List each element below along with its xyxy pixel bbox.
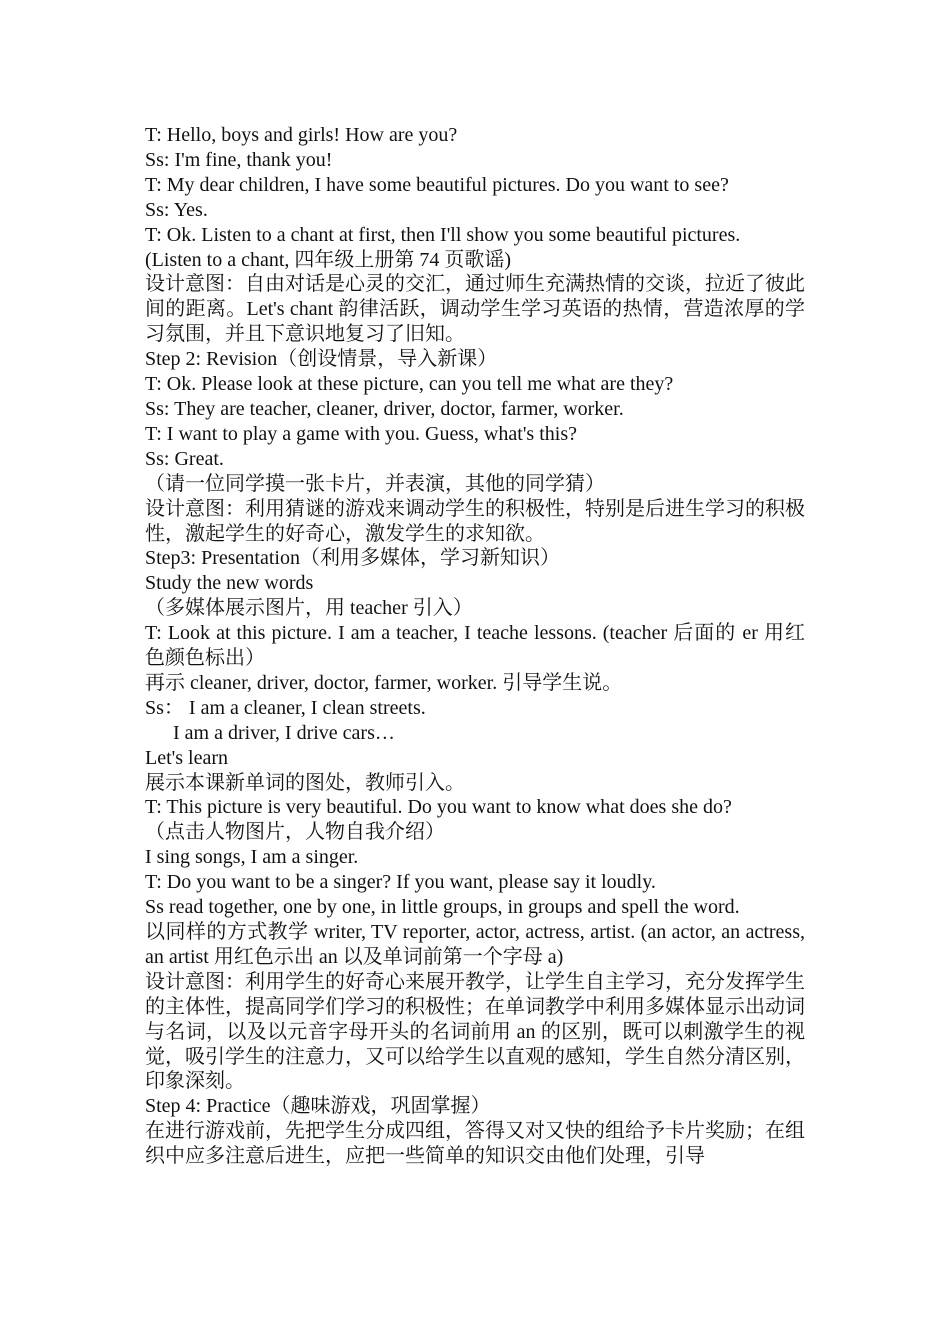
- dialogue-line: T: I want to play a game with you. Guess, what's this?: [145, 422, 577, 445]
- dialogue-line-indented: I am a driver, I drive cars…: [173, 721, 395, 744]
- design-intent-paragraph: 设计意图：利用学生的好奇心来展开教学，让学生自主学习，充分发挥学生的主体性，提高同学们学习的积极性；在单词教学中利用多媒体显示出动词与名词，以及以元音字母开头的名词前用 an 的区别，既可以刺激学生的视觉，吸引学生的注意力，又可以给学生以直观的感知，学生自然分清区别，印象深刻。: [145, 970, 805, 1093]
- step-heading: Step 4: Practice（趣味游戏，巩固掌握）: [145, 1095, 491, 1118]
- dialogue-line: Ss: I'm fine, thank you!: [145, 148, 333, 171]
- note-line: (Listen to a chant, 四年级上册第 74 页歌谣): [145, 248, 512, 271]
- section-line: Study the new words: [145, 572, 314, 595]
- dialogue-line: Ss: Great.: [145, 447, 224, 470]
- dialogue-paragraph: T: Look at this picture. I am a teacher, I teache lessons. (teacher 后面的 er 用红色颜色标出）: [145, 622, 805, 670]
- dialogue-line: T: Ok. Please look at these picture, can you tell me what are they?: [145, 373, 674, 396]
- design-intent-paragraph: 设计意图：自由对话是心灵的交汇，通过师生充满热情的交谈，拉近了彼此间的距离。Let's chant 韵律活跃，调动学生学习英语的热情，营造浓厚的学习氛围，并且下意识地复习了旧知。: [145, 273, 805, 346]
- section-line: Let's learn: [145, 746, 229, 769]
- text-paragraph: 在进行游戏前，先把学生分成四组，答得又对又快的组给予卡片奖励；在组织中应多注意后进生，应把一些简单的知识交由他们处理，引导: [145, 1120, 805, 1168]
- text-paragraph: 以同样的方式教学 writer, TV reporter, actor, actress, artist. (an actor, an actress, an artist 用红色示出 an 以及单词前第一个字母 a): [145, 921, 805, 968]
- dialogue-line: Ss: They are teacher, cleaner, driver, doctor, farmer, worker.: [145, 397, 624, 420]
- dialogue-line: Ss: Yes.: [145, 198, 208, 221]
- text-line: 再示 cleaner, driver, doctor, farmer, worker. 引导学生说。: [145, 671, 623, 694]
- dialogue-line: I sing songs, I am a singer.: [145, 846, 359, 869]
- text-line: 展示本课新单词的图处，教师引入。: [145, 771, 465, 794]
- document-page: [145, 123, 805, 1169]
- dialogue-line: T: Hello, boys and girls! How are you?: [145, 124, 458, 146]
- dialogue-line: Ss： I am a cleaner, I clean streets.: [145, 696, 426, 719]
- dialogue-paragraph: T: Ok. Listen to a chant at first, then I'll show you some beautiful pictures.: [145, 223, 741, 246]
- step-heading: Step 2: Revision（创设情景，导入新课）: [145, 348, 498, 371]
- step-heading: Step3: Presentation（利用多媒体，学习新知识）: [145, 547, 560, 570]
- text-paragraph: Ss read together, one by one, in little groups, in groups and spell the word.: [145, 896, 740, 919]
- dialogue-line: T: Do you want to be a singer? If you want, please say it loudly.: [145, 871, 656, 894]
- note-line: （多媒体展示图片，用 teacher 引入）: [145, 597, 473, 620]
- dialogue-line: T: My dear children, I have some beautiful pictures. Do you want to see?: [145, 173, 729, 196]
- design-intent-paragraph: 设计意图：利用猜谜的游戏来调动学生的积极性，特别是后进生学习的积极性，激起学生的好奇心，激发学生的求知欲。: [145, 497, 805, 545]
- note-line: （请一位同学摸一张卡片，并表演，其他的同学猜）: [145, 472, 605, 495]
- note-line: （点击人物图片，人物自我介绍）: [145, 821, 445, 844]
- dialogue-line: T: This picture is very beautiful. Do you want to know what does she do?: [145, 796, 732, 819]
